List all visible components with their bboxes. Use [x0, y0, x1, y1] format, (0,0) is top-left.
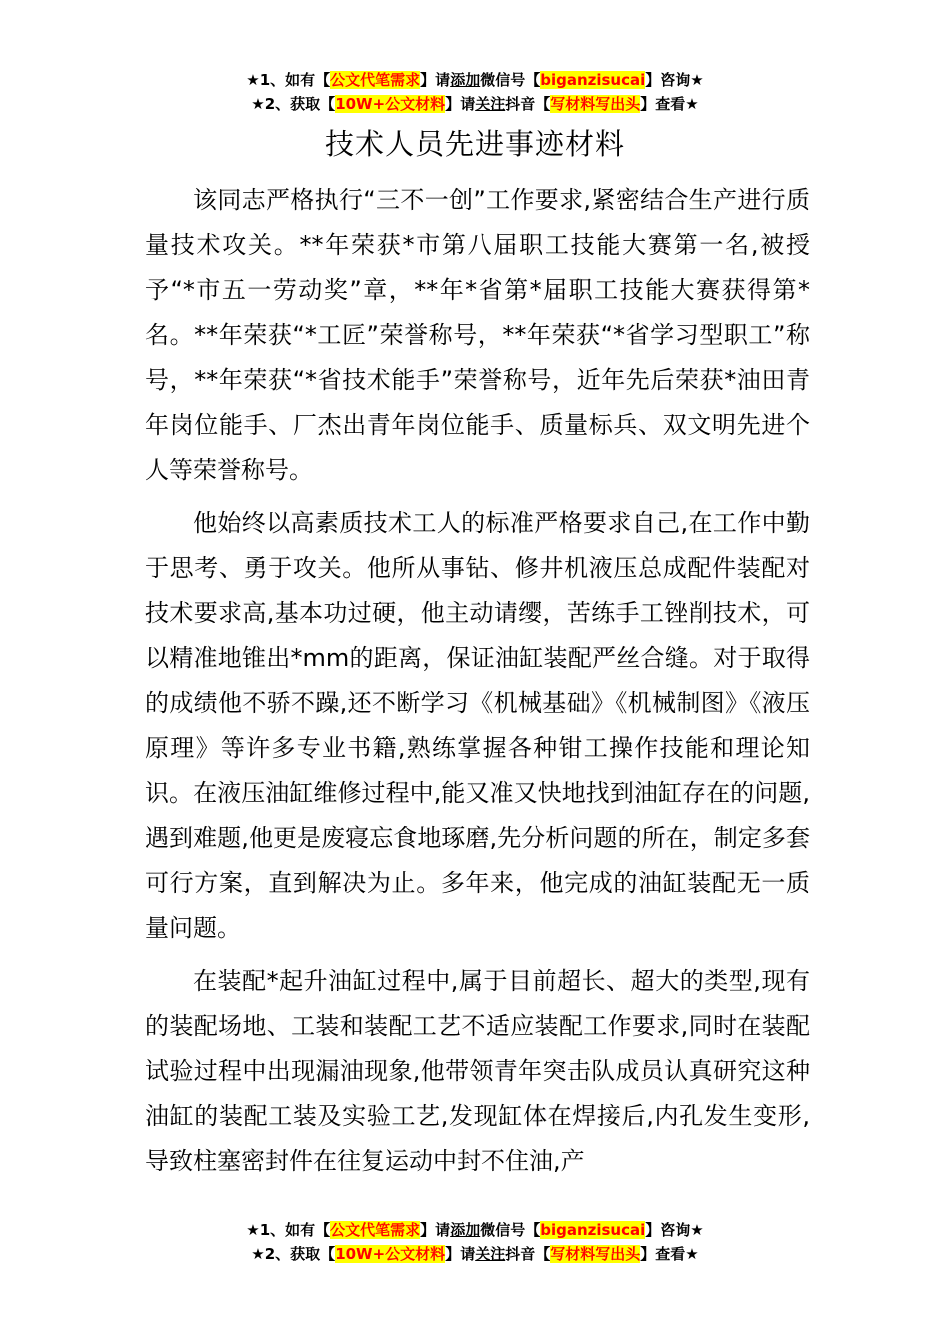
banner-text: 】查看★: [640, 95, 699, 113]
banner-line-2: [0, 92, 950, 116]
banner-text: 抖音【: [505, 1245, 551, 1263]
banner-text: ★1、如有【: [246, 1221, 331, 1239]
banner-highlight: 公文代笔需求: [330, 1221, 421, 1239]
banner-text: 】咨询★: [645, 71, 704, 89]
banner-line-2: [0, 1242, 950, 1266]
banner-highlight: 10W+公文材料: [335, 1245, 446, 1263]
banner-text: 】咨询★: [645, 1221, 704, 1239]
banner-text: 抖音【: [505, 95, 551, 113]
banner-text: ★2、获取【: [251, 1245, 336, 1263]
banner-text: 】请: [445, 1245, 476, 1263]
banner-highlight: 10W+公文材料: [335, 95, 446, 113]
banner-text: 微信号【: [480, 1221, 541, 1239]
banner-underline: 添加: [450, 1221, 481, 1239]
body-paragraph-2: 他始终以高素质技术工人的标准严格要求自己,在工作中勤于思考、勇于攻关。他所从事钻、修井机液压总成配件装配对技术要求高,基本功过硬，他主动请缨，苦练手工锉削技术，可以精准地锥出*mm的距离，保证油缸装配严丝合缝。对于取得的成绩他不骄不躁,还不断学习《机械基础》《机械制图》《液压原理》等许多专业书籍,熟练掌握各种钳工操作技能和理论知识。在液压油缸维修过程中,能又准又快地找到油缸存在的问题,遇到难题,他更是废寝忘食地琢磨,先分析问题的所在，制定多套可行方案，直到解决为止。多年来，他完成的油缸装配无一质量问题。: [145, 509, 810, 942]
body-paragraph-3: 在装配*起升油缸过程中,属于目前超长、超大的类型,现有的装配场地、工装和装配工艺不适应装配工作要求,同时在装配试验过程中出现漏油现象,他带领青年突击队成员认真研究这种油缸的装配工装及实验工艺,发现缸体在焊接后,内孔发生变形,导致柱塞密封件在往复运动中封不住油,产: [145, 967, 810, 1175]
document-body: [145, 178, 810, 1192]
footer-banner: [0, 1218, 950, 1266]
banner-text: 】查看★: [640, 1245, 699, 1263]
banner-line-1: [0, 1218, 950, 1242]
body-paragraph-1: 该同志严格执行“三不一创”工作要求,紧密结合生产进行质量技术攻关。**年荣获*市第八届职工技能大赛第一名,被授予“*市五一劳动奖”章，**年*省第*届职工技能大赛获得第*名。**年荣获“*工匠”荣誉称号，**年荣获“*省学习型职工”称号，**年荣获“*省技术能手”荣誉称号，近年先后荣获*油田青年岗位能手、厂杰出青年岗位能手、质量标兵、双文明先进个人等荣誉称号。: [145, 186, 810, 484]
banner-highlight: 公文代笔需求: [330, 71, 421, 89]
banner-text: 】请: [445, 95, 476, 113]
banner-text: 】请: [420, 71, 451, 89]
banner-text: 】请: [420, 1221, 451, 1239]
banner-text: ★1、如有【: [246, 71, 331, 89]
banner-highlight: 写材料写出头: [550, 95, 641, 113]
banner-underline: 添加: [450, 71, 481, 89]
banner-text: ★2、获取【: [251, 95, 336, 113]
banner-highlight: biganzisucai: [540, 1221, 646, 1239]
banner-highlight: biganzisucai: [540, 71, 646, 89]
banner-highlight: 写材料写出头: [550, 1245, 641, 1263]
document-title: 技术人员先进事迹材料: [324, 127, 625, 161]
banner-text: 微信号【: [480, 71, 541, 89]
banner-underline: 关注: [475, 1245, 506, 1263]
banner-underline: 关注: [475, 95, 506, 113]
header-banner: [0, 68, 950, 116]
banner-line-1: [0, 68, 950, 92]
